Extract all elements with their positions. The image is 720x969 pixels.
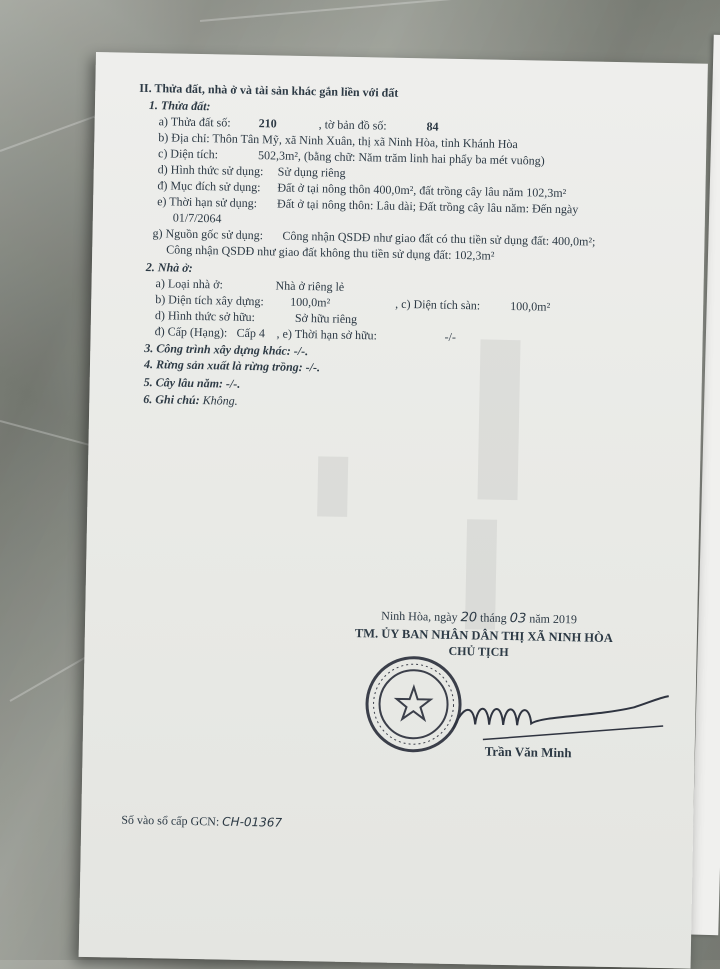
usage-purpose-value: Đất ở tại nông thôn 400,0m², đất trồng cây lâu năm 102,3m² xyxy=(277,180,567,201)
map-sheet-label: , tờ bản đồ số: xyxy=(318,117,387,133)
grade-value: Cấp 4 xyxy=(236,325,266,341)
origin-continuation: Công nhận QSDĐ như giao đất không thu tiền sử dụng đất: 102,3m² xyxy=(166,242,495,263)
notes-row xyxy=(143,392,238,408)
house-type-label: a) Loại nhà ở: xyxy=(155,276,224,292)
land-heading: 1. Thửa đất: xyxy=(148,98,211,114)
date-line xyxy=(381,609,577,628)
construction-area-label: b) Diện tích xây dựng: xyxy=(155,292,264,309)
land-certificate-page xyxy=(79,52,708,969)
parcel-number-row xyxy=(158,114,439,134)
marble-vein xyxy=(10,655,89,702)
house-type-row xyxy=(155,276,345,294)
bleed-through-mark xyxy=(317,456,348,517)
usage-purpose-row xyxy=(157,178,567,201)
parcel-number-label: a) Thửa đất số: xyxy=(158,114,231,130)
floor-area-value: 100,0m² xyxy=(510,298,551,314)
ownership-form-value: Sở hữu riêng xyxy=(294,310,358,327)
floor-area-label: , c) Diện tích sàn: xyxy=(395,296,481,313)
map-sheet-value: 84 xyxy=(426,119,439,134)
area-row xyxy=(157,146,545,168)
usage-term-row xyxy=(157,194,579,217)
marble-vein xyxy=(200,0,499,22)
notes-label: 6. Ghi chú: xyxy=(143,391,200,408)
month-handwritten: 03 xyxy=(509,611,527,627)
construction-area-value: 100,0m² xyxy=(290,294,331,310)
usage-form-row xyxy=(157,162,346,180)
usage-term-continuation: 01/7/2064 xyxy=(172,210,222,226)
origin-value: Công nhận QSDĐ như giao đất có thu tiền sử dụng đất: 400,0m²; xyxy=(282,228,596,249)
origin-row xyxy=(152,226,596,249)
perennial-trees: 5. Cây lâu năm: -/-. xyxy=(143,374,241,391)
section-title: II. Thửa đất, nhà ở và tài sản khác gắn liền với đất xyxy=(139,80,399,100)
registration-number-value: CH-01367 xyxy=(222,814,283,830)
house-heading: 2. Nhà ở: xyxy=(145,259,193,275)
issuing-organization: TM. ỦY BAN NHÂN DÂN THỊ XÃ NINH HÒA xyxy=(354,626,613,646)
notes-value: Không. xyxy=(202,393,238,408)
grade-row xyxy=(154,324,457,344)
ownership-form-label: d) Hình thức sở hữu: xyxy=(154,308,256,325)
parcel-number-value: 210 xyxy=(258,116,277,131)
day-handwritten: 20 xyxy=(460,610,478,626)
month-label: tháng xyxy=(479,610,507,625)
area-label: c) Diện tích: xyxy=(157,146,219,162)
registration-number-label: Số vào sổ cấp GCN: xyxy=(121,812,220,829)
usage-term-label: e) Thời hạn sử dụng: xyxy=(157,194,258,211)
planted-forest: 4. Rừng sản xuất là rừng trồng: -/-. xyxy=(143,356,321,375)
ownership-form-row xyxy=(154,308,358,327)
year-label: năm 2019 xyxy=(529,611,578,627)
house-type-value: Nhà ở riêng lẻ xyxy=(275,278,345,294)
construction-area-row xyxy=(155,292,551,314)
ownership-term-label: , e) Thời hạn sở hữu: xyxy=(276,326,378,343)
other-construction: 3. Công trình xây dựng khác: -/-. xyxy=(144,340,309,359)
usage-term-value: Đất ở tại nông thôn: Lâu dài; Đất trồng cây lâu năm: Đến ngày xyxy=(276,196,579,217)
place-label: Ninh Hòa, ngày xyxy=(381,608,458,625)
signer-name: Trần Văn Minh xyxy=(484,743,572,761)
signer-title: CHỦ TỊCH xyxy=(448,643,509,660)
address-value: Thôn Tân Mỹ, xã Ninh Xuân, thị xã Ninh Hòa, tỉnh Khánh Hòa xyxy=(212,131,518,152)
registration-number-row xyxy=(121,813,282,830)
ownership-term-value: -/- xyxy=(444,329,457,344)
usage-form-label: d) Hình thức sử dụng: xyxy=(157,162,264,179)
address-label: b) Địa chỉ: xyxy=(158,130,210,146)
usage-purpose-label: đ) Mục đích sử dụng: xyxy=(157,178,261,195)
usage-form-value: Sử dụng riêng xyxy=(277,164,346,180)
bleed-through-mark xyxy=(477,339,520,500)
origin-label: g) Nguồn gốc sử dụng: xyxy=(152,226,264,243)
grade-label: đ) Cấp (Hạng): xyxy=(154,324,228,340)
area-value: 502,3m², (bằng chữ: Năm trăm linh hai phẩy ba mét vuông) xyxy=(257,148,545,168)
